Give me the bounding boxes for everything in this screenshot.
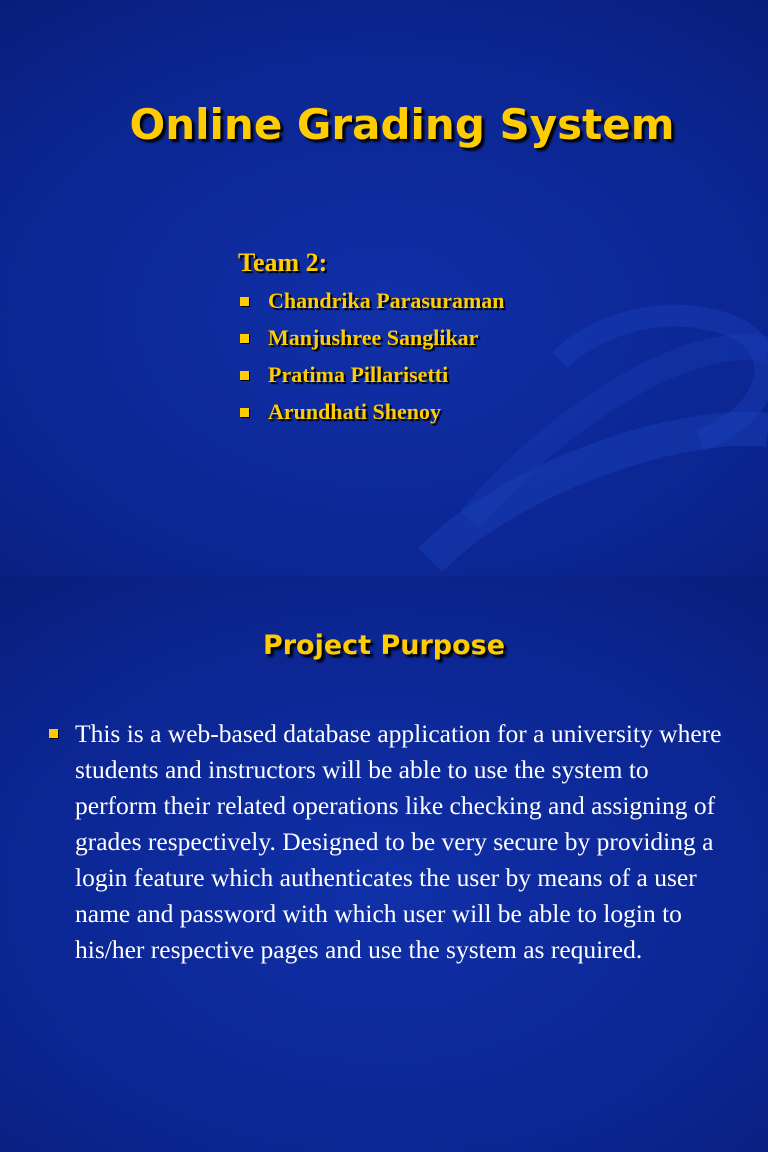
slide-title: Project Purpose	[262, 630, 506, 661]
purpose-paragraph: This is a web-based database application for a university where students and instructors will be able to use the system to perform their related operations like checking and assigning of grades respectively. Designed to be very secure by providing a login feature which authenticates the user by means of a user name and password with which user will be able to login to his/her respective pages and use the system as required.	[75, 719, 722, 964]
team-member-name: Arundhati Shenoy	[268, 399, 442, 424]
slide-2	[0, 576, 768, 1152]
team-member	[238, 325, 505, 362]
team-member-name: Chandrika Parasuraman	[268, 288, 505, 313]
team-member	[238, 288, 505, 325]
team-member	[238, 399, 505, 436]
square-bullet-icon	[240, 408, 249, 417]
team-member-name: Manjushree Sanglikar	[268, 325, 479, 350]
team-member	[238, 362, 505, 399]
square-bullet-icon	[240, 371, 249, 380]
team-member-list	[238, 288, 505, 436]
square-bullet-icon	[240, 334, 249, 343]
square-bullet-icon	[240, 297, 249, 306]
team-member-name: Pratima Pillarisetti	[268, 362, 449, 387]
team-heading: Team 2:	[238, 248, 328, 277]
square-bullet-icon	[49, 729, 58, 738]
slide-title: Online Grading System	[129, 100, 675, 149]
team-block	[238, 248, 505, 436]
